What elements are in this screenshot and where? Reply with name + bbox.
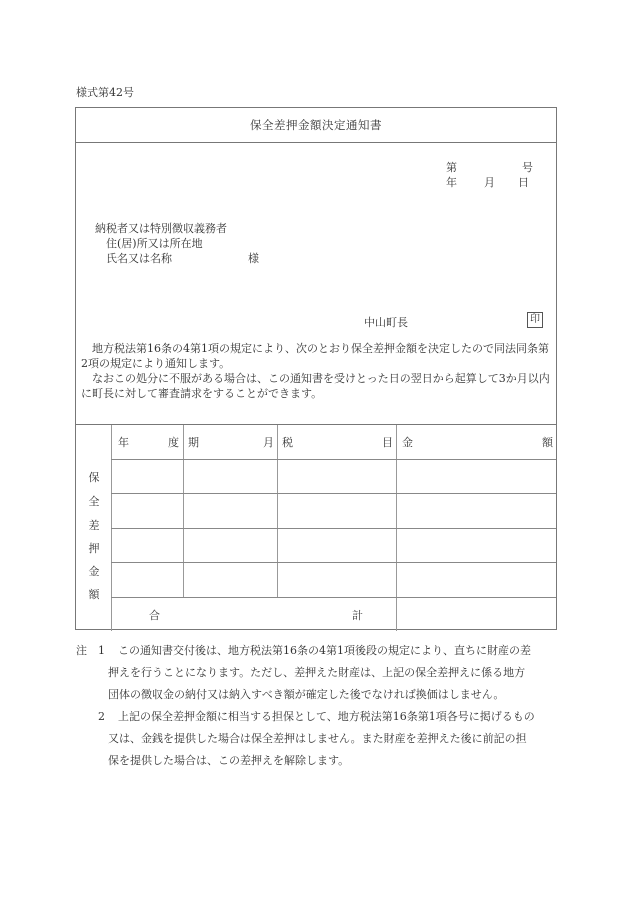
name-label: 氏名又は名称	[106, 252, 172, 265]
row-divider	[111, 562, 556, 563]
total-label-right: 計	[352, 609, 363, 622]
header-tax-left: 税	[282, 436, 293, 449]
total-label-left: 合	[149, 609, 160, 622]
address-label: 住(居)所又は所在地	[106, 237, 203, 250]
note-number: 2	[98, 710, 105, 723]
addressee-role: 納税者又は特別徴収義務者	[95, 222, 227, 235]
side-label-char: 全	[88, 495, 100, 508]
side-label-char: 差	[88, 519, 100, 532]
seal-mark: 印	[527, 312, 543, 328]
side-label-char: 保	[88, 471, 100, 484]
body-paragraph-1: 地方税法第16条の4第1項の規定により、次のとおり保全差押金額を決定したので同法同条第2項の規定により通知します。	[81, 342, 549, 370]
header-period-left: 期	[188, 436, 199, 449]
header-period-right: 月	[263, 436, 274, 449]
side-label-char: 額	[88, 588, 100, 601]
form-number: 様式第42号	[76, 86, 134, 99]
note-1-line-1: この通知書交付後は、地方税法第16条の4第1項後段の規定により、直ちに財産の差	[118, 644, 531, 657]
note-number: 1	[98, 644, 105, 657]
row-divider	[111, 528, 556, 529]
note-2-line-3: 保を提供した場合は、この差押えを解除します。	[108, 754, 350, 767]
note-2-line-2: 又は、金銭を提供した場合は保全差押はしません。また財産を差押えた後に前記の担	[108, 732, 527, 745]
day-label: 日	[518, 176, 529, 189]
note-1-line-2: 押えを行うことになります。ただし、差押えた財産は、上記の保全差押えに係る地方	[108, 666, 526, 679]
header-tax-right: 目	[382, 436, 393, 449]
note-2-line-1: 上記の保全差押金額に相当する担保として、地方税法第16条第1項各号に掲げるもの	[118, 710, 535, 723]
note-1-line-3: 団体の徴収金の納付又は納入すべき額が確定した後でなければ換価はしません。	[108, 688, 505, 701]
header-amount-right: 額	[542, 436, 553, 449]
year-label: 年	[446, 176, 457, 189]
side-label-char: 金	[88, 565, 100, 578]
number-prefix: 第	[446, 161, 457, 174]
document-title: 保全差押金額決定通知書	[76, 108, 556, 143]
row-divider	[111, 597, 556, 598]
month-label: 月	[484, 176, 495, 189]
side-label-char: 押	[88, 542, 100, 555]
column-divider	[183, 425, 184, 597]
number-suffix: 号	[522, 161, 533, 174]
column-divider	[277, 425, 278, 597]
notice-form	[75, 107, 557, 630]
honorific: 様	[248, 252, 259, 265]
issuer-name: 中山町長	[364, 316, 408, 329]
header-year-left: 年	[118, 436, 129, 449]
header-year-right: 度	[168, 436, 179, 449]
row-divider	[111, 493, 556, 494]
amount-table	[76, 424, 556, 630]
row-divider	[111, 459, 556, 460]
body-paragraph-2: なおこの処分に不服がある場合は、この通知書を受けとった日の翌日から起算して3か月以内に町長に対して審査請求をすることができます。	[81, 372, 550, 400]
notes-prefix: 注	[76, 644, 87, 657]
header-amount-left: 金	[402, 436, 413, 449]
